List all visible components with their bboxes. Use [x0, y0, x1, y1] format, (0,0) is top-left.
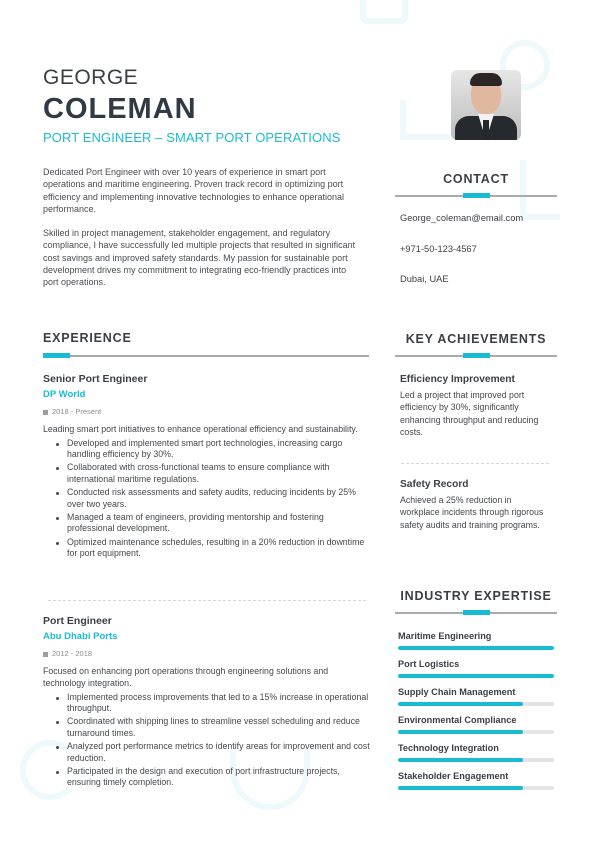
job-bullet: Collaborated with cross-functional teams to ensure compliance with international maritime regulations. — [43, 462, 373, 484]
skill-bar — [398, 702, 554, 706]
job-company: Abu Dhabi Ports — [43, 631, 118, 642]
background-decoration — [360, 0, 408, 24]
skill-item — [398, 742, 554, 770]
job-bullet: Coordinated with shipping lines to streamline vessel scheduling and reduce turnaround times. — [43, 716, 373, 738]
section-divider — [43, 355, 369, 357]
achievement-item — [400, 373, 552, 438]
skill-bar-fill — [398, 730, 523, 734]
section-divider — [395, 195, 557, 197]
profile-summary — [43, 166, 363, 289]
achievements-section-header — [395, 332, 557, 357]
experience-entry — [43, 373, 373, 560]
skill-item — [398, 658, 554, 686]
job-title: PORT ENGINEER – SMART PORT OPERATIONS — [43, 130, 341, 145]
job-dates — [43, 649, 373, 659]
experience-section-header — [43, 331, 369, 357]
skill-item — [398, 714, 554, 742]
job-role: Senior Port Engineer — [43, 373, 148, 385]
experience-entry — [43, 615, 373, 789]
job-bullet: Developed and implemented smart port technologies, increasing cargo handling efficiency by 30%. — [43, 438, 373, 460]
skill-item — [398, 630, 554, 658]
skill-bar — [398, 674, 554, 678]
job-role: Port Engineer — [43, 615, 112, 627]
last-name: COLEMAN — [43, 93, 197, 125]
skill-bar-fill — [398, 786, 523, 790]
contact-location: Dubai, UAE — [400, 274, 449, 284]
section-title: EXPERIENCE — [43, 331, 132, 345]
job-bullet: Implemented process improvements that led to a 15% increase in operational throughput. — [43, 692, 373, 714]
job-bullets — [43, 692, 373, 789]
entry-divider — [401, 463, 549, 464]
section-title: CONTACT — [443, 172, 509, 186]
skill-name: Technology Integration — [398, 743, 499, 753]
skill-bar-fill — [398, 646, 554, 650]
skill-bar-fill — [398, 758, 523, 762]
skill-bar — [398, 646, 554, 650]
skill-name: Maritime Engineering — [398, 631, 492, 641]
skill-bar-fill — [398, 702, 523, 706]
section-title: KEY ACHIEVEMENTS — [405, 332, 547, 346]
job-dates — [43, 407, 373, 417]
skill-bar — [398, 758, 554, 762]
job-bullet: Optimized maintenance schedules, resulting in a 20% reduction in downtime for port equipment. — [43, 537, 373, 559]
skill-bar — [398, 786, 554, 790]
section-divider — [395, 612, 557, 614]
resume-header — [43, 66, 340, 145]
skill-name: Port Logistics — [398, 659, 460, 669]
job-bullet: Participated in the design and execution of port infrastructure projects, ensuring timely completion. — [43, 766, 373, 788]
skill-item — [398, 770, 554, 798]
profile-photo — [451, 70, 521, 140]
skill-name: Environmental Compliance — [398, 715, 517, 725]
job-dates-text: 2018 - Present — [52, 407, 102, 416]
section-divider — [395, 355, 557, 357]
job-bullet: Analyzed port performance metrics to identify areas for improvement and cost reduction. — [43, 741, 373, 763]
contact-phone[interactable]: +971-50-123-4567 — [400, 244, 477, 254]
job-description: Focused on enhancing port operations through engineering solutions and technology integration. — [43, 666, 329, 688]
calendar-icon — [43, 652, 48, 657]
expertise-section-header — [395, 589, 557, 614]
skill-bar-fill — [398, 674, 554, 678]
skill-name: Supply Chain Management — [398, 687, 516, 697]
contact-section-header — [395, 172, 557, 197]
job-dates-text: 2012 - 2018 — [52, 649, 93, 658]
achievement-item — [400, 478, 552, 531]
skill-name: Stakeholder Engagement — [398, 771, 509, 781]
job-company: DP World — [43, 389, 86, 400]
section-title: INDUSTRY EXPERTISE — [400, 589, 552, 603]
skills-list — [398, 630, 554, 798]
background-decoration — [400, 100, 450, 140]
skill-bar — [398, 730, 554, 734]
achievement-description: Led a project that improved port efficiency by 30%, significantly enhancing throughput and reducing costs. — [400, 390, 539, 437]
achievement-title: Safety Record — [400, 479, 469, 490]
first-name: GEORGE — [43, 66, 139, 89]
achievement-description: Achieved a 25% reduction in workplace incidents through rigorous safety audits and training programs. — [400, 495, 544, 530]
entry-divider — [48, 600, 366, 601]
job-bullet: Conducted risk assessments and safety audits, reducing incidents by 25% over two years. — [43, 487, 373, 509]
job-bullets — [43, 438, 373, 560]
contact-email[interactable]: George_coleman@email.com — [400, 213, 524, 223]
achievement-title: Efficiency Improvement — [400, 374, 515, 385]
summary-paragraph: Dedicated Port Engineer with over 10 years of experience in smart port operations and maritime engineering. Proven track record in optimizing port efficiency and implementing innovative technologies to enhance operational performance. — [43, 167, 345, 214]
calendar-icon — [43, 410, 48, 415]
job-bullet: Managed a team of engineers, providing mentorship and fostering professional development. — [43, 512, 373, 534]
skill-item — [398, 686, 554, 714]
job-description: Leading smart port initiatives to enhance operational efficiency and sustainability. — [43, 424, 358, 434]
summary-paragraph: Skilled in project management, stakeholder engagement, and regulatory compliance, I have successfully led multiple projects that resulted in significant cost savings and improved safety standards. My passion for sustainable port development drives my commitment to integrating eco-friendly practices into port operations. — [43, 228, 356, 288]
